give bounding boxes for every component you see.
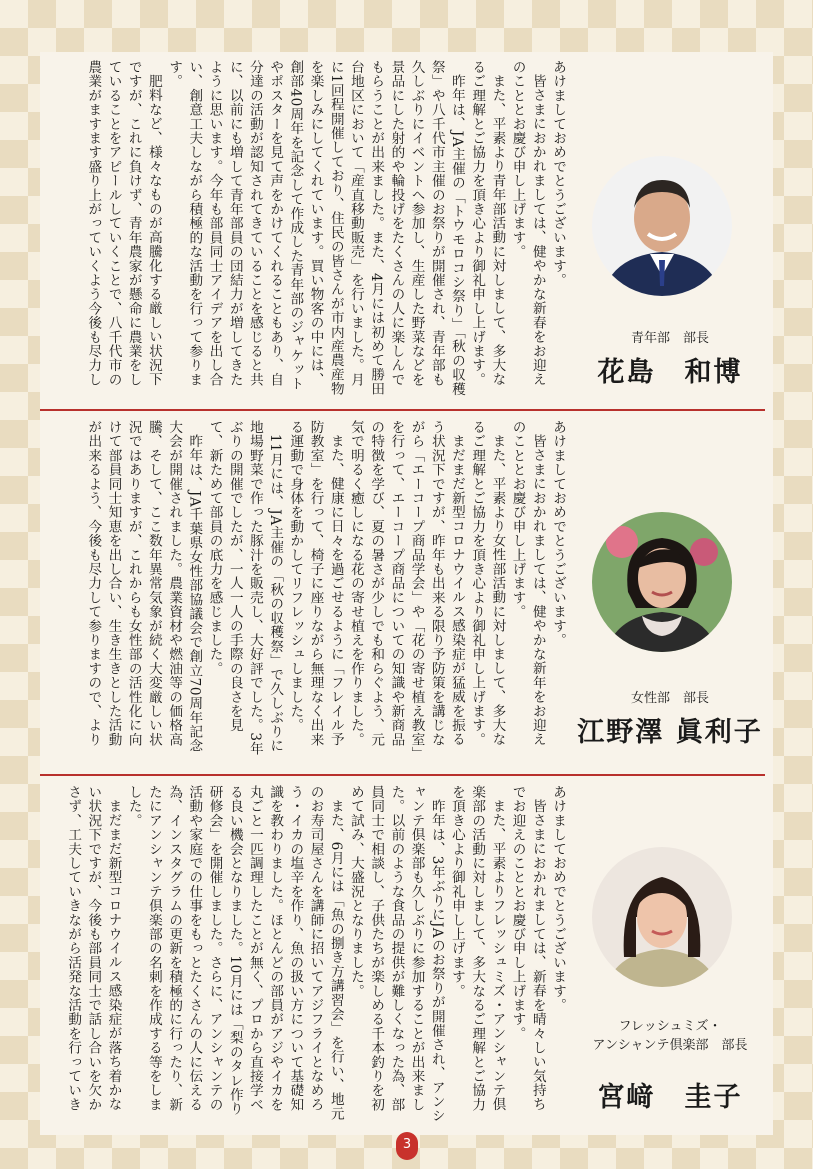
- portrait-photo: [592, 512, 732, 652]
- section-divider: [40, 409, 765, 411]
- portrait-photo: [592, 156, 732, 296]
- paragraph: 肥料など、様々なものが高騰化する厳しい状況下ですが、これに負けず、青年農家が懸命に農業をしていることをアピールしていくことで、八千代市の農業がますます盛り上がっていくよう今後も尽力し: [85, 60, 162, 387]
- paragraph: また、平素より女性部活動に対しまして、多大なるご理解とご協力を頂き心より御礼申し上げます。: [469, 420, 506, 747]
- section-women-division: [40, 412, 773, 772]
- paragraph: 11月には、JA主催の「秋の収穫祭」で久しぶりに地場野菜で作った豚汁を販売し、大好評でした。3年ぶりの開催でしたが、一人一人の手際の良さを見て、新ためて部員の底力を感じました。: [206, 420, 284, 756]
- paragraph: また、平素より青年部活動に対しまして、多大なるご理解とご協力を頂き心より御礼申し上げます。: [469, 60, 506, 387]
- person-name: 花島 和博: [597, 357, 743, 388]
- division-role: 青年部 部長: [630, 331, 709, 346]
- paragraph: また、6月には「魚の捌き方講習会」を行い、地元のお寿司屋さんを講師に招いてアジフライとなめろう・イカの塩辛を作り、魚の扱い方について基礎知識を教わりました。ほとんどの部員がアジやイカを丸ごと一匹調理したことが無く、プロから直接学べる良い機会となりました。10月には「梨のタレ作り研修会」を開催しました。さらに、アンシャンテの活動や家庭での仕事をもっとたくさんの人に伝える為、インスタグラムの更新を積極的に行ったり、新たにアンシャンテ倶楽部の名刺を作成する等をしました。: [125, 785, 344, 1121]
- paragraph: 昨年は、JA千葉県女性部協議会で創立70周年記念大会が開催されました。農業資材や燃油等の価格高騰、そして、ここ数年異常気象が続く大変厳しい状況ではありますが、これからも女性部の活性化に向けて部員同士知恵を出し合い、生き生きとした活動が出来るよう、今後も尽力して参りますので、より: [85, 420, 203, 753]
- paragraph: 皆さまにおかれましては、健やかな新春をお迎えのこととお慶び申し上げます。: [509, 60, 546, 386]
- paragraph: 皆さまにおかれましては、新春を晴々しい気持ちでお迎えのこととお慶び申し上げます。: [509, 785, 546, 1111]
- portrait-photo: [592, 847, 732, 987]
- person-name: 宮﨑 圭子: [597, 1082, 743, 1113]
- section-youth-division: [40, 52, 773, 407]
- paragraph: あけましておめでとうございます。: [550, 785, 566, 1013]
- division-role-line: アンシャンテ倶楽部 部長: [592, 1038, 748, 1053]
- paragraph: また、健康に日々を過ごせるように「フレイル予防教室」を行って、椅子に座りながら無理なく出来る運動で身体を動かしてリフレッシュしました。: [287, 420, 344, 747]
- paragraph: まだまだ新型コロナウイルス感染症が猛威を振るう状況下ですが、昨年も出来る限り予防策を講じながら「エーコープ商品学会」や「花の寄せ植え教室」を行って、エーコープ商品についての知識や新商品の特徴を学び、夏の暑さが少しでも和らぐよう、元気で明るく癒しになる花の寄せ植えを作りました。: [347, 420, 465, 754]
- division-role: [560, 1017, 780, 1055]
- section-divider: [40, 774, 765, 776]
- division-role: 女性部 部長: [630, 691, 709, 706]
- page-number: 3: [396, 1132, 418, 1160]
- paragraph: あけましておめでとうございます。: [550, 420, 566, 648]
- paragraph: あけましておめでとうございます。: [550, 60, 566, 288]
- greeting-text: [48, 785, 568, 1125]
- paragraph: 昨年は、JA主催の「トウモロコシ祭り」「秋の収穫祭」や八千代市主催のお祭りが開催され、青年部も久しぶりにイベントへ参加し、生産した野菜などを景品にした射的や輪投げをたくさんの人に楽しんでもらうことが出来ました。また、4月には初めて勝田台地区において「産直移動販売」を行いました。月に1回程開催しており、住民の皆さんが市内産農産物を楽しみにしてくれています。買い物客の中には、創部40周年を記念して作成した青年部のジャケットやポスターを見て声をかけてくれることもあり、自分達の活動が認知されてきていることを感じると共に、以前にも増して青年部員の団結力が増してきたように思います。今年も部員同士アイデアを出し合い、創意工夫しながら積極的な活動を行って参ります。: [166, 60, 465, 396]
- paragraph: 昨年は、3年ぶりにJAのお祭りが開催され、アンシャンテ倶楽部も久しぶりに参加することが出来ました。以前のような食品の提供が難しくなった為、部員同士で相談し、子供たちが楽しめる千本釣りを初めて試み、大盛況となりました。: [347, 785, 445, 1123]
- paragraph: 皆さまにおかれましては、健やかな新年をお迎えのこととお慶び申し上げます。: [509, 420, 546, 746]
- paragraph: また、平素よりフレッシュミズ・アンシャンテ倶楽部の活動に対しまして、多大なるご理解とご協力を頂き心より御礼申し上げます。: [448, 785, 506, 1112]
- paragraph: まだまだ新型コロナウイルス感染症が落ち着かない状況下ですが、今後も部員同士で話し合いを欠かさず、工夫していきながら活発な活動を行っていき: [65, 785, 122, 1112]
- greeting-text: [48, 420, 568, 760]
- greeting-text: [48, 60, 568, 400]
- division-role-line: フレッシュミズ・: [618, 1019, 722, 1034]
- person-name: 江野澤 眞利子: [577, 717, 763, 748]
- section-freshmiz-division: [40, 777, 773, 1132]
